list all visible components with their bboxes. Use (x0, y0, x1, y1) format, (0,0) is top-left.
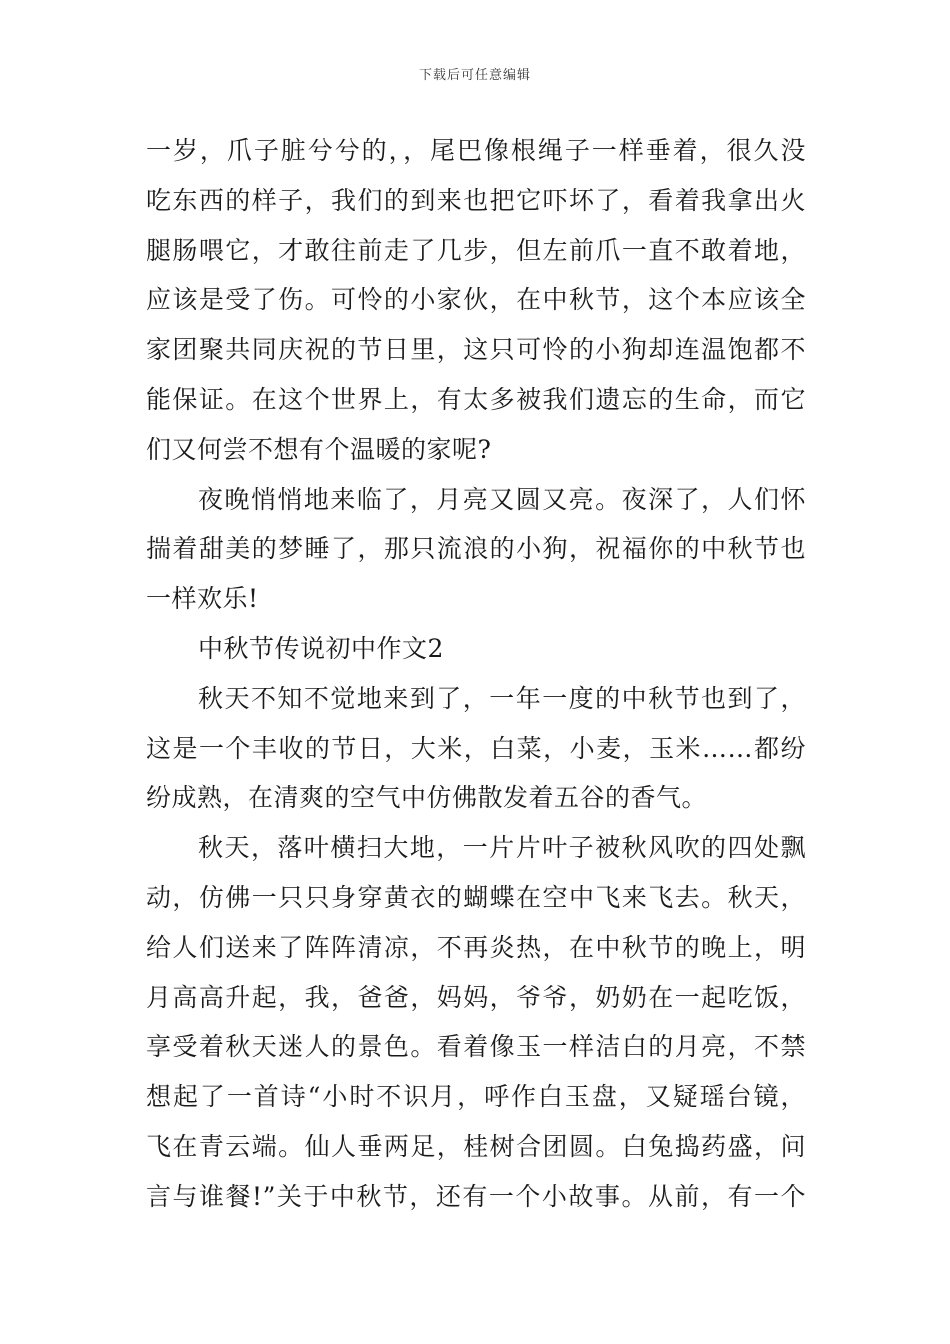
text-line: 腿肠喂它，才敢往前走了几步，但左前爪一直不敢着地， (146, 235, 806, 265)
text-line: 秋天不知不觉地来到了，一年一度的中秋节也到了， (198, 683, 806, 713)
text-line: 应该是受了伤。可怜的小家伙，在中秋节，这个本应该全 (146, 285, 806, 315)
text-line: 能保证。在这个世界上，有太多被我们遗忘的生命，而它 (146, 384, 806, 414)
text-line: 给人们送来了阵阵清凉，不再炎热，在中秋节的晚上，明 (146, 932, 806, 962)
text-line: 这是一个丰收的节日，大米，白菜，小麦，玉米……都纷 (146, 733, 806, 763)
text-line: 纷成熟，在清爽的空气中仿佛散发着五谷的香气。 (146, 783, 708, 813)
text-line: 言与谁餐!”关于中秋节，还有一个小故事。从前，有一个 (146, 1181, 806, 1211)
text-line: 揣着甜美的梦睡了，那只流浪的小狗，祝福你的中秋节也 (146, 534, 806, 564)
text-line: 秋天，落叶横扫大地，一片片叶子被秋风吹的四处飘 (198, 833, 806, 863)
section-heading: 中秋节传说初中作文2 (198, 633, 444, 663)
text-line: 动，仿佛一只只身穿黄衣的蝴蝶在空中飞来飞去。秋天， (146, 882, 806, 912)
text-line: 吃东西的样子，我们的到来也把它吓坏了，看着我拿出火 (146, 185, 806, 215)
text-line: 夜晚悄悄地来临了，月亮又圆又亮。夜深了，人们怀 (198, 484, 806, 514)
text-line: 飞在青云端。仙人垂两足，桂树合团圆。白兔捣药盛，问 (146, 1131, 806, 1161)
text-line: 月高高升起，我，爸爸，妈妈，爷爷，奶奶在一起吃饭， (146, 982, 806, 1012)
text-line: 们又何尝不想有个温暖的家呢? (146, 434, 492, 464)
text-line: 一岁，爪子脏兮兮的，，尾巴像根绳子一样垂着，很久没 (146, 136, 806, 165)
page-header-note: 下载后可任意编辑 (418, 68, 531, 83)
text-line: 一样欢乐! (146, 584, 259, 614)
text-line: 享受着秋天迷人的景色。看着像玉一样洁白的月亮，不禁 (146, 1032, 806, 1062)
document-body (146, 126, 806, 1222)
text-line: 想起了一首诗“小时不识月，呼作白玉盘，又疑瑶台镜， (146, 1082, 806, 1112)
text-line: 家团聚共同庆祝的节日里，这只可怜的小狗却连温饱都不 (146, 335, 806, 365)
